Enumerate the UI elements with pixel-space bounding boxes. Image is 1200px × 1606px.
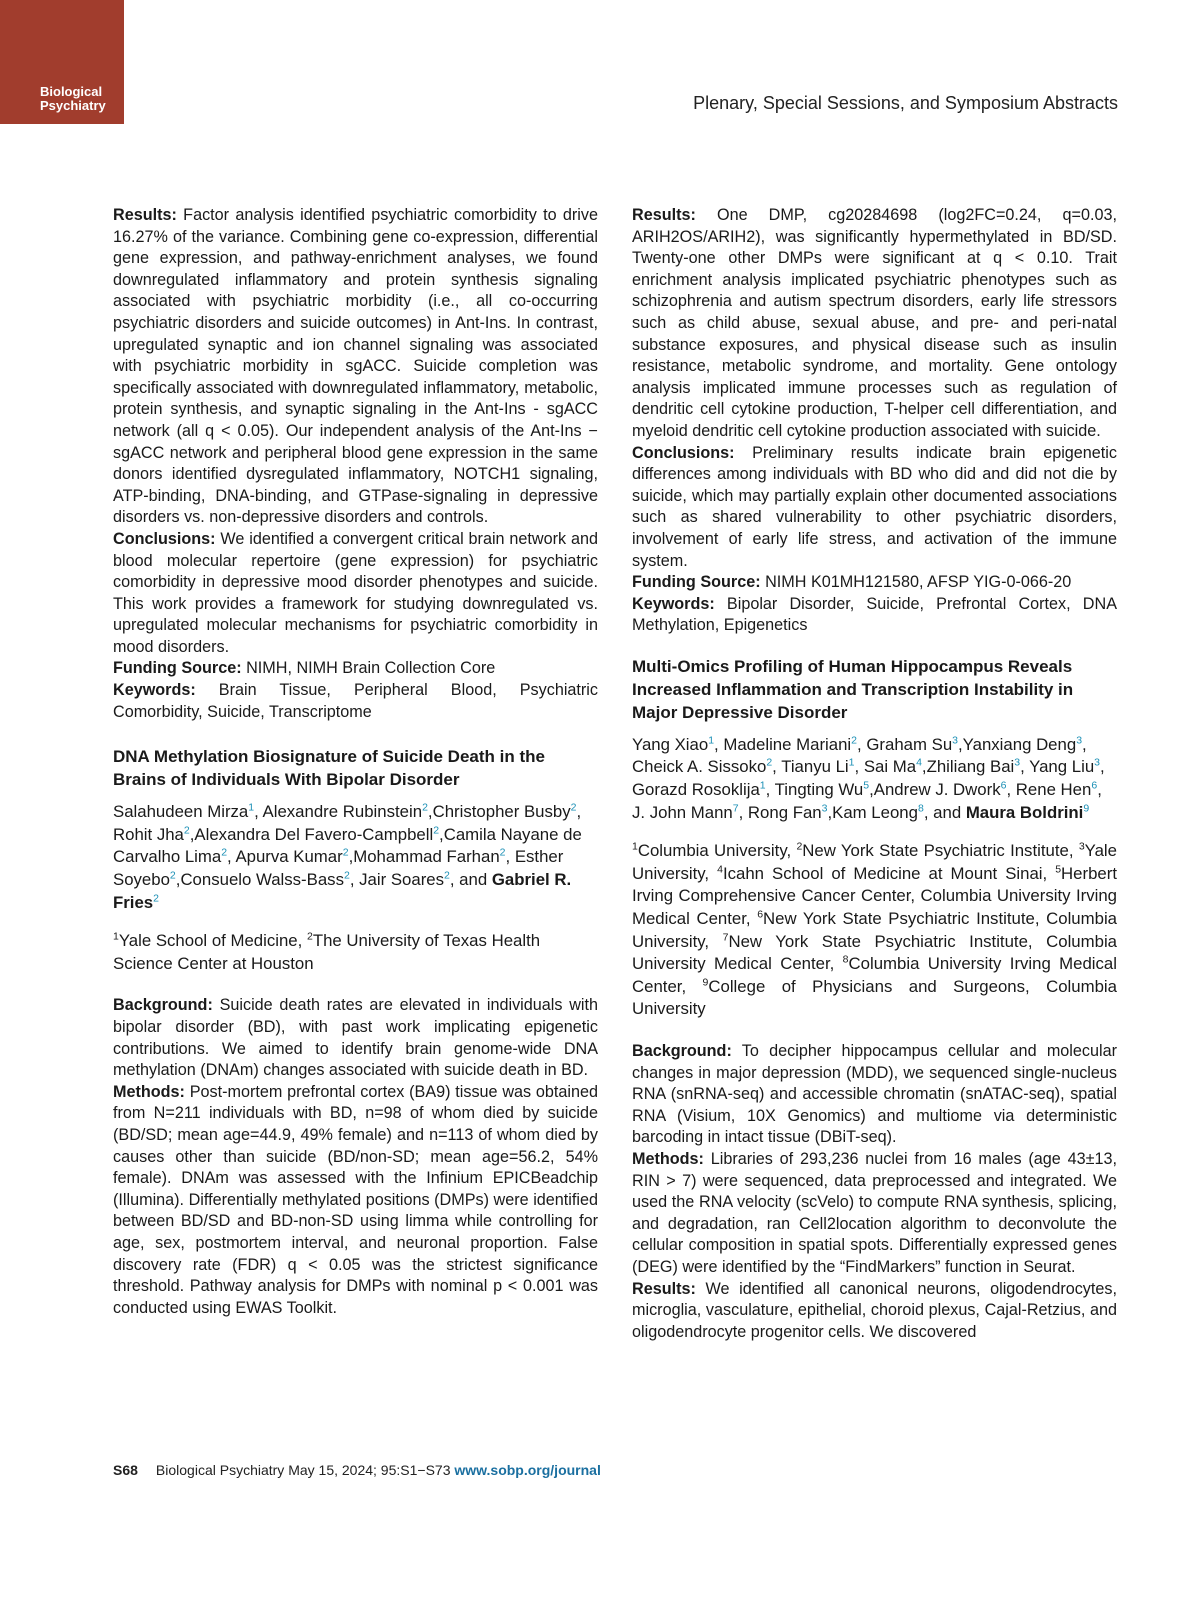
author-name: Alexandre Rubinstein [262,802,423,822]
section-label: Keywords: [632,594,715,613]
author-separator: , [1006,780,1016,800]
affiliation-text: Columbia University Irving Medical Center, [632,954,1117,996]
methods-paragraph [632,1149,1117,1279]
affiliation-number: 2 [306,930,313,943]
author-separator: , and [923,802,966,822]
author-name: Rene Hen [1015,780,1092,800]
citation: Biological Psychiatry May 15, 2024; 95:S1−S73 [155,1462,455,1478]
affiliations [113,930,598,975]
section-label: Conclusions: [113,529,216,548]
section-label: Results: [632,206,696,224]
methods-paragraph [113,1082,598,1320]
author-name: Consuelo Walss-Bass [180,870,344,890]
affiliation-number: 1 [113,930,119,943]
author-affiliation-mark: 2 [221,846,228,859]
section-label: Funding Source: [632,573,761,592]
author-name: Sai Ma [863,757,917,777]
author-affiliation-mark: 3 [952,734,958,747]
results-paragraph [632,205,1117,443]
author-separator: , [348,847,354,867]
section-label: Methods: [632,1149,704,1168]
funding-paragraph [632,572,1117,594]
affiliation-text: The University of Texas Health Science Center at Houston [113,931,541,973]
author-name: Camila Nayane de Carvalho Lima [113,824,582,867]
author-name: Gorazd Rosoklija [632,780,760,800]
author-list [113,801,598,914]
conclusions-paragraph [113,529,598,659]
background-paragraph [632,1041,1117,1149]
badge-line-1: Biological [40,84,103,99]
author-name: Kam Leong [832,802,918,822]
author-affiliation-mark: 1 [248,801,255,814]
affiliation-number: 2 [796,840,803,853]
author-separator: , [827,802,833,822]
author-name: Christopher Busby [432,802,571,822]
author-name: Graham Su [866,734,953,754]
author-affiliation-mark: 6 [1000,779,1007,792]
section-label: Background: [113,996,213,1015]
affiliation-number: 1 [632,840,638,853]
author-affiliation-mark: 2 [499,846,506,859]
right-column [632,205,1117,1343]
author-affiliation-mark: 1 [759,779,766,792]
author-separator: , [254,802,263,822]
page-footer [113,1462,601,1478]
section-label: Methods: [113,1082,185,1101]
section-text: Libraries of 293,236 nuclei from 16 males (age 43±13, RIN > 7) were sequenced, data preprocessed and integrated. We used the RNA velocity (scVelo) to compute RNA synthesis, splicing, and degradation, ran Cell2location algorithm to deconvolute the cellular composition in spatial spots. Differentially expressed genes (DEG) were identified by the “FindMarkers” function in Seurat. [632,1149,1117,1276]
conclusions-paragraph [632,443,1117,573]
author-affiliation-mark: 3 [1076,734,1083,747]
author-affiliation-mark: 2 [851,734,858,747]
section-text: We identified all canonical neurons, oligodendrocytes, microglia, vasculature, epithelial, choroid plexus, Cajal-Retzius, and oligodendrocyte progenitor cells. We discovered [632,1279,1117,1341]
author-affiliation-mark: 2 [570,801,577,814]
author-affiliation-mark: 2 [169,869,176,882]
author-name: Alexandra Del Favero-Campbell [194,824,434,844]
affiliation-number: 6 [757,908,764,921]
affiliation-text: New York State Psychiatric Institute, Columbia University, [632,909,1118,951]
author-name: Rohit Jha [113,824,184,844]
author-affiliation-mark: 3 [1014,756,1021,769]
author-separator: , [189,824,195,844]
journal-badge [0,0,124,124]
author-separator: , [772,757,782,777]
author-affiliation-mark: 8 [917,802,924,815]
author-separator: , [738,802,748,822]
abstract-title: DNA Methylation Biosignature of Suicide Death in the Brains of Individuals With Bipolar Disorder [113,747,545,790]
author-affiliation-mark: 5 [863,779,870,792]
author-separator: , and [449,870,492,890]
affiliation-number: 5 [1055,863,1062,876]
author-separator: , [576,802,582,822]
keywords-paragraph [113,680,598,723]
affiliation-text: Columbia University, [637,841,797,861]
funding-paragraph [113,658,598,680]
author-name: Madeline Mariani [723,734,852,754]
author-separator: , [921,757,927,777]
affiliation-text: New York State Psychiatric Institute, Columbia University Medical Center, [632,931,1118,974]
author-list [632,734,1117,824]
affiliations [632,840,1117,1021]
affiliation-number: 8 [842,953,849,966]
affiliation-number: 3 [1078,840,1085,853]
author-name: Mohammad Farhan [353,847,500,867]
section-text: To decipher hippocampus cellular and molecular changes in major depression (MDD), we sequenced single-nucleus RNA (snRNA-seq) and accessible chromatin (snATAC-seq), spatial RNA (Visium, 10X Genomics) and multiome via deterministic barcoding in intact tissue (DBiT-seq). [632,1042,1117,1147]
author-separator: , [1082,734,1087,754]
author-name: Tianyu Li [781,757,849,777]
affiliation-text: Yale University, [632,841,1117,883]
author-separator: , [854,757,864,777]
background-paragraph [113,995,598,1081]
author-separator: , [505,847,515,867]
author-name: Yang Liu [1029,757,1095,777]
section-label: Funding Source: [113,659,242,678]
author-separator: , [1100,757,1105,777]
author-name: Rong Fan [747,802,822,822]
author-affiliation-mark: 1 [708,734,715,747]
keywords-paragraph [632,594,1117,637]
author-name: Gabriel R. Fries [113,870,572,912]
author-affiliation-mark: 9 [1083,802,1090,815]
author-name: J. John Mann [632,802,733,822]
section-label: Results: [632,1279,696,1298]
author-separator: , [958,734,963,754]
author-name: Cheick A. Sissoko [632,757,767,777]
author-affiliation-mark: 2 [422,801,428,814]
author-affiliation-mark: 2 [153,892,159,905]
author-separator: , [227,847,236,867]
section-text: One DMP, cg20284698 (log2FC=0.24, q=0.03, ARIH2OS/ARIH2), was significantly hypermethylated in BD/SD. Twenty-one other DMPs were significant at q < 0.10. Trait enrichment analysis implicated psychiatric phenotypes such as schizophrenia and autism spectrum disorders, early life stressors such as child abuse, sexual abuse, and pre- and peri-natal substance exposures, and physical disease such as insulin resistance, metabolic syndrome, and mortality. Gene ontology analysis implicated immune processes such as regulation of dendritic cell cytokine production, T-helper cell differentiation, and myeloid dendritic cell cytokine production associated with suicide. [632,206,1117,440]
results-paragraph [632,1279,1117,1344]
author-separator: , [1020,757,1030,777]
section-label: Background: [632,1042,732,1060]
section-text: Bipolar Disorder, Suicide, Prefrontal Cortex, DNA Methylation, Epigenetics [632,594,1117,635]
author-name: Apurva Kumar [235,847,343,867]
author-affiliation-mark: 4 [916,756,922,769]
journal-link[interactable]: www.sobp.org/journal [454,1462,601,1478]
affiliation-text: Herbert Irving Comprehensive Cancer Center, Columbia University Irving Medical Center, [632,863,1118,929]
affiliation-text: Icahn School of Medicine at Mount Sinai, [722,863,1056,883]
section-text: Preliminary results indicate brain epigenetic differences among individuals with BD who did and did not die by suicide, which may partially explain other documented associations such as shared vulnerability to other psychiatric disorders, involvement of early life stress, and activation of the immune system. [632,443,1117,570]
author-name: Tingting Wu [774,780,864,800]
section-label: Keywords: [113,681,196,700]
section-label: Results: [113,206,177,224]
author-affiliation-mark: 6 [1091,779,1098,792]
affiliation-number: 4 [717,863,723,876]
affiliation-text: New York State Psychiatric Institute, [802,841,1079,861]
author-name: Yanxiang Deng [962,734,1077,754]
author-name: Zhiliang Bai [926,757,1015,777]
author-affiliation-mark: 3 [1094,756,1101,769]
author-separator: , [714,734,724,754]
section-text: We identified a convergent critical brain network and blood molecular repertoire (gene expression) for psychiatric comorbidity in depressive mood disorder phenotypes and suicide. This work provides a framework for studying downregulated vs. upregulated molecular mechanisms for psychiatric comorbidity in mood disorders. [113,529,598,656]
author-separator: , [869,780,874,800]
section-text: NIMH K01MH121580, AFSP YIG-0-066-20 [760,573,1072,592]
author-separator: , [857,734,867,754]
author-affiliation-mark: 2 [444,869,450,882]
author-name: Esther Soyebo [113,847,564,890]
left-column [113,205,598,1319]
section-text: NIMH, NIMH Brain Collection Core [241,659,496,678]
abstract-title: Multi-Omics Profiling of Human Hippocampus Reveals Increased Inflammation and Transcription Instability in Major Depressive Disorder [632,656,1074,722]
author-separator: , [175,870,181,890]
author-name: Yang Xiao [632,734,709,754]
author-affiliation-mark: 2 [183,824,190,837]
author-affiliation-mark: 7 [732,802,739,815]
page-number: S68 [113,1462,138,1478]
affiliation-number: 9 [702,976,709,989]
author-name: Andrew J. Dwork [873,780,1001,800]
author-separator: , [439,824,444,844]
affiliation-text: College of Physicians and Surgeons, Columbia University [632,976,1117,1019]
author-name: Jair Soares [359,870,445,890]
affiliation-number: 7 [722,931,729,944]
author-affiliation-mark: 2 [433,824,440,837]
results-paragraph [113,205,598,529]
author-name: Salahudeen Mirza [113,802,249,822]
section-text: Post-mortem prefrontal cortex (BA9) tissue was obtained from N=211 individuals with BD, n=98 of whom died by suicide (BD/SD; mean age=44.9, 49% female) and n=113 of whom died by causes other than suicide (BD/non-SD; mean age=56.2, 54% female). DNAm was assessed with the Infinium EPICBeadchip (Illumina). Differentially methylated positions (DMPs) were identified between BD/SD and BD-non-SD using limma while controlling for age, sex, postmortem interval, and neuronal proportion. False discovery rate (FDR) q < 0.05 was the strictest significance threshold. Pathway analysis for DMPs with nominal p < 0.001 was conducted using EWAS Toolkit. [113,1082,598,1317]
section-label: Conclusions: [632,443,735,462]
author-separator: , [349,870,360,890]
author-affiliation-mark: 1 [848,756,855,769]
author-affiliation-mark: 2 [343,869,350,882]
author-affiliation-mark: 3 [821,802,828,815]
badge-line-2: Psychiatry [40,98,106,113]
section-text: Factor analysis identified psychiatric comorbidity to drive 16.27% of the variance. Combining gene co-expression, differential gene expression, and pathway-enrichment analyses, we found downregulated inflammatory and protein synthesis signaling associated with psychiatric morbidity (i.e., all co-occurring psychiatric disorders and suicide outcomes) in Ant-Ins. In contrast, upregulated synaptic and ion channel signaling was associated with psychiatric morbidity in sgACC. Suicide completion was specifically associated with downregulated inflammatory, metabolic, protein synthesis, and synaptic signaling in the Ant-Ins - sgACC network (all q < 0.05). Our independent analysis of the Ant-Ins − sgACC network and peripheral blood gene expression in the same donors identified dysregulated inflammatory, NOTCH1 signaling, ATP-binding, DNA-binding, and GTPase-signaling in depressive disorders vs. non-depressive disorders and controls. [113,206,598,527]
author-separator: , [427,802,433,822]
affiliation-text: Yale School of Medicine, [118,931,307,951]
section-text: Brain Tissue, Peripheral Blood, Psychiatric Comorbidity, Suicide, Transcriptome [113,681,598,721]
author-affiliation-mark: 2 [766,756,773,769]
author-affiliation-mark: 2 [342,846,349,859]
author-name: Maura Boldrini [965,802,1084,822]
section-text: Suicide death rates are elevated in individuals with bipolar disorder (BD), with past work implicating epigenetic contributions. We aimed to identify brain genome-wide DNA methylation (DNAm) changes associated with suicide death in BD. [113,996,598,1080]
author-separator: , [1097,780,1102,800]
author-separator: , [765,780,775,800]
running-title: Plenary, Special Sessions, and Symposium Abstracts [693,93,1118,113]
